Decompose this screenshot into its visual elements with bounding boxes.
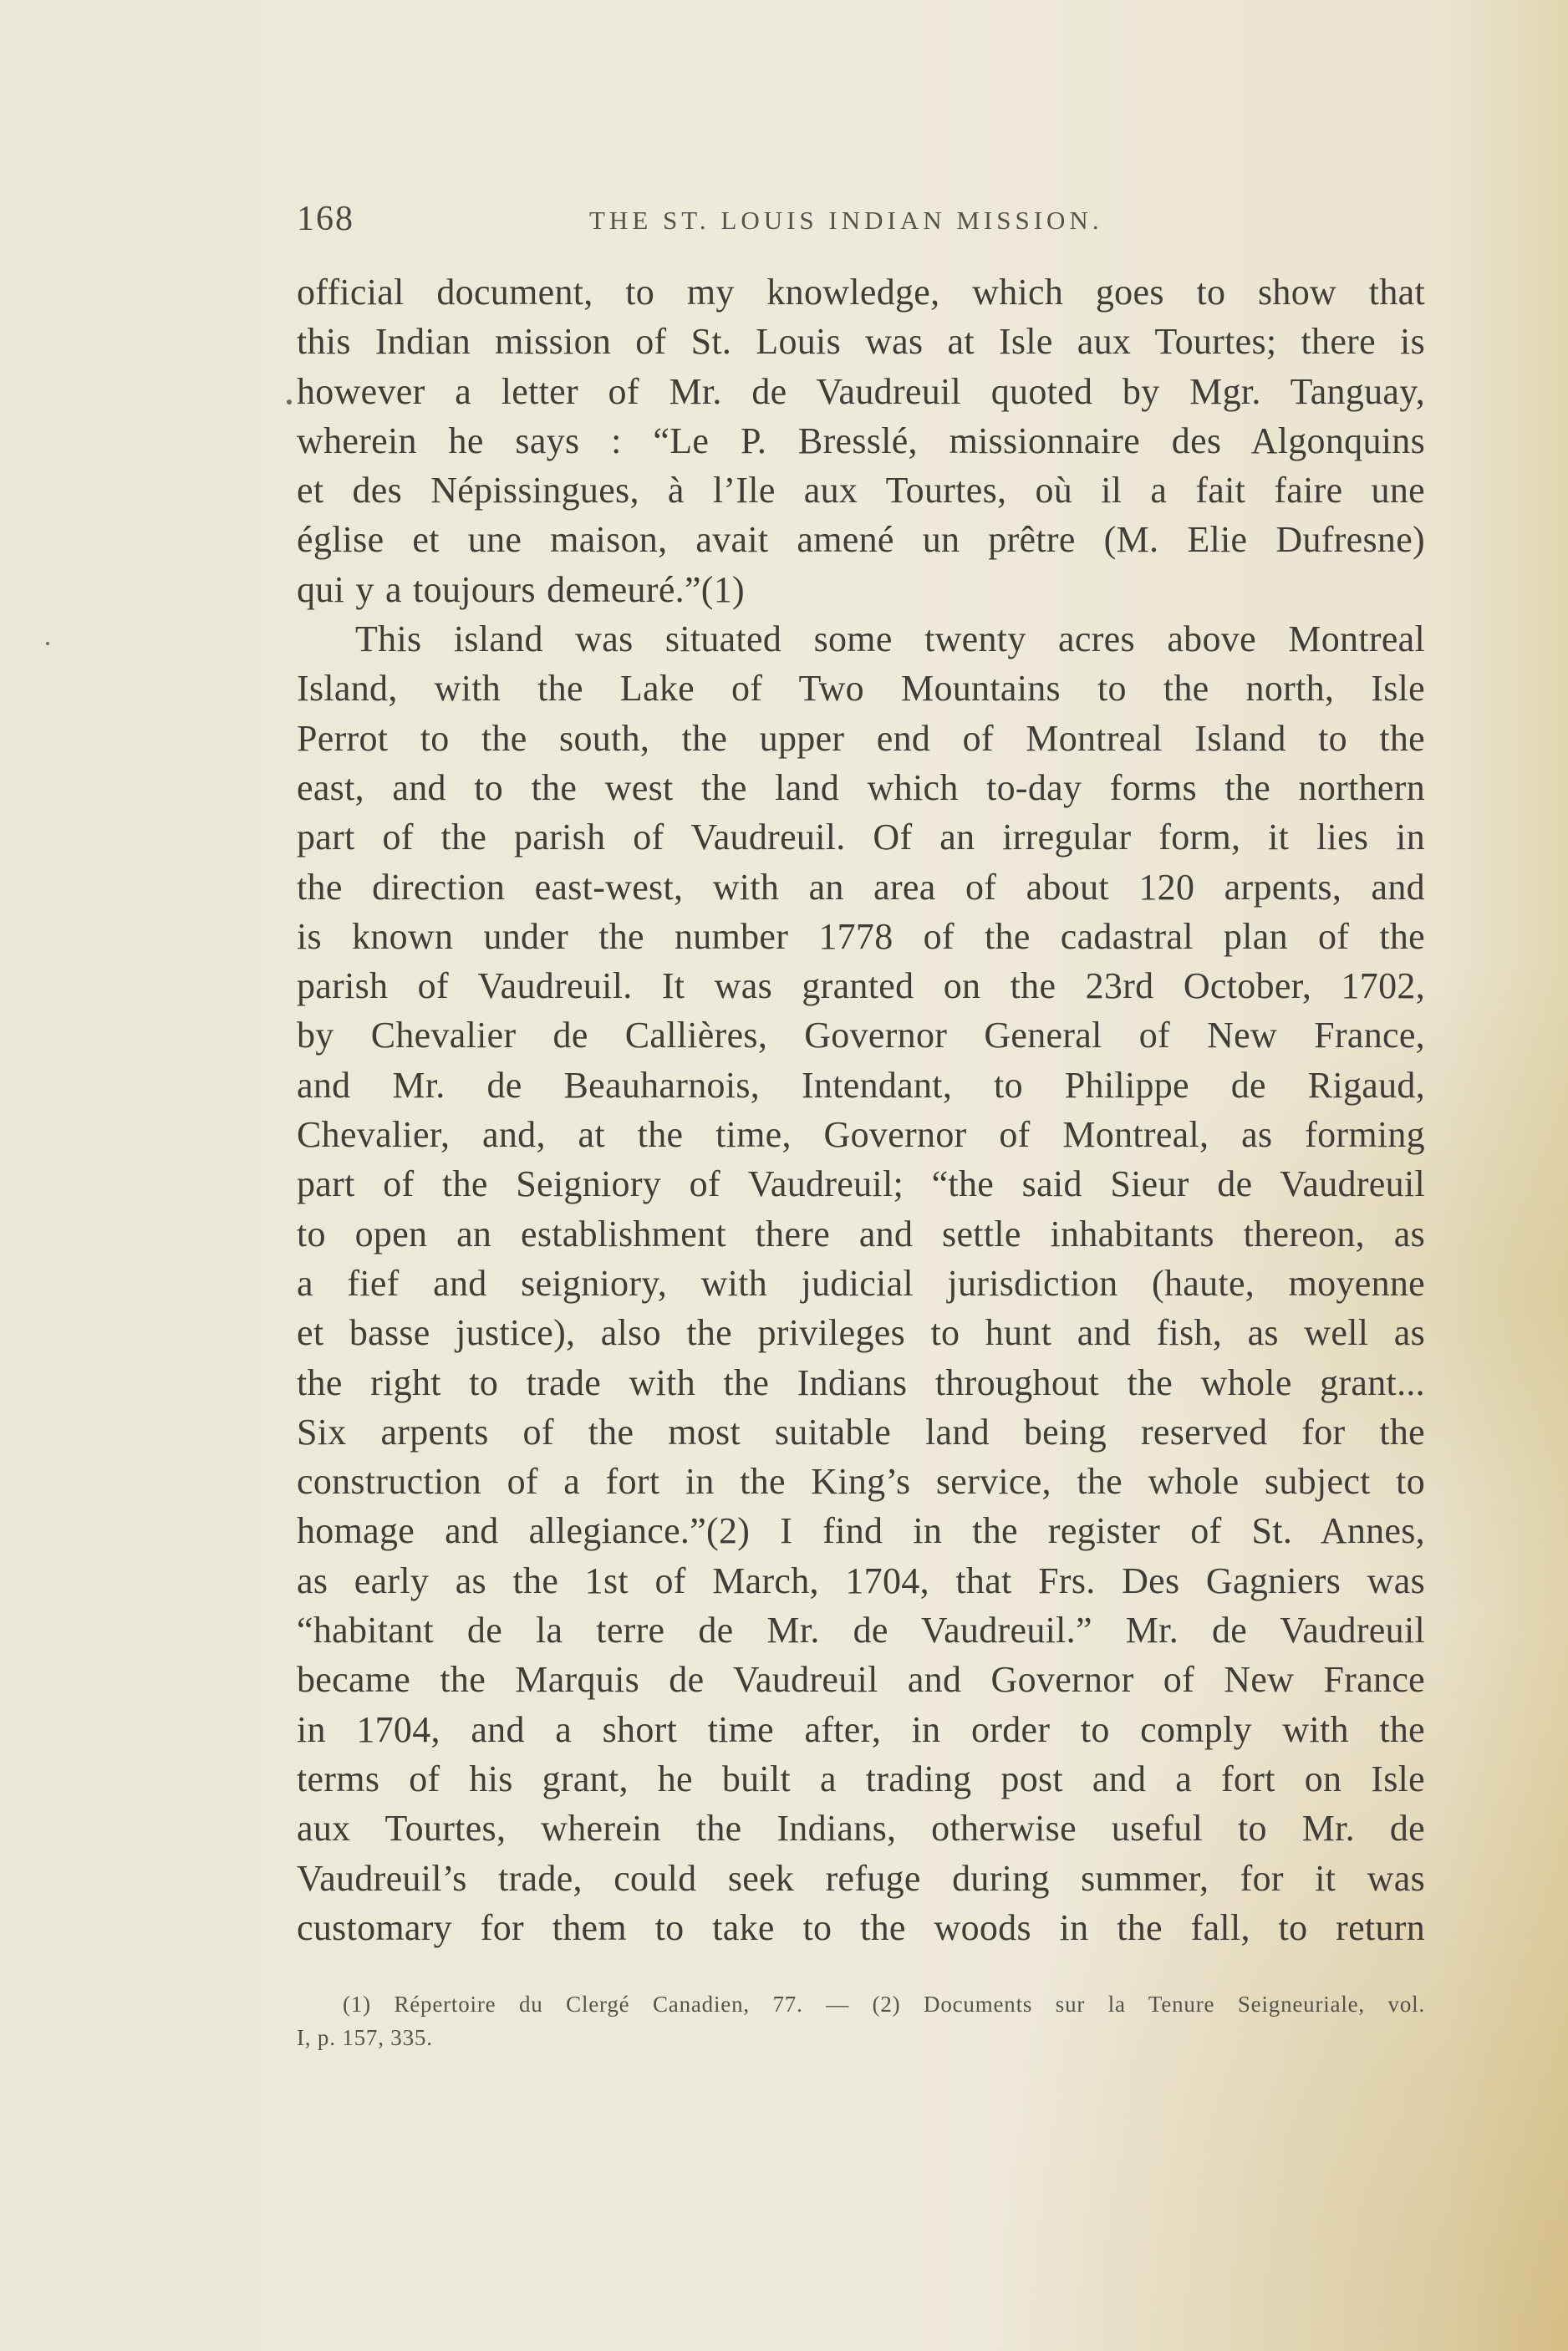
text-line: qui y a toujours demeuré.”(1): [297, 568, 745, 610]
text-line: part of the Seigniory of Vaudreuil; “the said Sieur de Vaudreuil: [297, 1163, 1425, 1205]
text-line: the right to trade with the Indians throughout the whole grant...: [297, 1361, 1425, 1403]
body-text: [297, 267, 1425, 1952]
margin-dot: [46, 642, 49, 645]
text-line: Island, with the Lake of Two Mountains to the north, Isle: [297, 668, 1425, 710]
text-line: aux Tourtes, wherein the Indians, otherwise useful to Mr. de: [297, 1808, 1425, 1850]
text-line: Perrot to the south, the upper end of Montreal Island to the: [297, 717, 1425, 759]
text-line: east, and to the west the land which to-day forms the northern: [297, 766, 1425, 808]
text-line: “habitant de la terre de Mr. de Vaudreuil.” Mr. de Vaudreuil: [297, 1610, 1425, 1651]
page-number: 168: [297, 200, 354, 238]
text-line: Vaudreuil’s trade, could seek refuge during summer, for it was: [297, 1857, 1425, 1899]
text-line: et des Népissingues, à l’Ile aux Tourtes, où il a fait faire une: [297, 470, 1425, 511]
text-line: as early as the 1st of March, 1704, that Frs. Des Gagniers was: [297, 1560, 1425, 1601]
text-line: homage and allegiance.”(2) I find in the register of St. Annes,: [297, 1510, 1425, 1552]
text-line: is known under the number 1778 of the cadastral plan of the: [297, 915, 1425, 957]
text-line: terms of his grant, he built a trading post and a fort on Isle: [297, 1758, 1425, 1799]
text-line: became the Marquis de Vaudreuil and Governor of New France: [297, 1659, 1425, 1701]
text-line: part of the parish of Vaudreuil. Of an irregular form, it lies in: [297, 817, 1425, 858]
text-line: official document, to my knowledge, which goes to show that: [297, 272, 1425, 313]
text-line: Chevalier, and, at the time, Governor of Montreal, as forming: [297, 1114, 1425, 1156]
text-line: église et une maison, avait amené un prêtre (M. Elie Dufresne): [297, 519, 1425, 561]
text-line: a fief and seigniory, with judicial jurisdiction (haute, moyenne: [297, 1262, 1425, 1304]
text-line: et basse justice), also the privileges to hunt and fish, as well as: [297, 1312, 1425, 1354]
text-line: wherein he says : “Le P. Bresslé, missionnaire des Algonquins: [297, 420, 1425, 461]
paragraph-first-line: This island was situated some twenty acres above Montreal: [355, 618, 1425, 660]
text-line: however a letter of Mr. de Vaudreuil quoted by Mgr. Tanguay,: [297, 370, 1425, 412]
footnote-line: I, p. 157, 335.: [297, 2025, 433, 2050]
text-line: in 1704, and a short time after, in order to comply with the: [297, 1708, 1425, 1750]
text-line: and Mr. de Beauharnois, Intendant, to Philippe de Rigaud,: [297, 1064, 1425, 1106]
text-line: by Chevalier de Callières, Governor General of New France,: [297, 1015, 1425, 1056]
text-line: this Indian mission of St. Louis was at Isle aux Tourtes; there is: [297, 321, 1425, 363]
text-line: the direction east-west, with an area of about 120 arpents, and: [297, 866, 1425, 908]
margin-dot: [287, 399, 292, 405]
footnote-line: (1) Répertoire du Clergé Canadien, 77. — (2) Documents sur la Tenure Seigneuriale, vol.: [343, 1992, 1425, 2017]
running-head: [297, 199, 1425, 241]
text-line: construction of a fort in the King’s service, the whole subject to: [297, 1461, 1425, 1503]
running-head-title: THE ST. LOUIS INDIAN MISSION.: [589, 206, 1103, 235]
text-line: customary for them to take to the woods in the fall, to return: [297, 1906, 1425, 1948]
text-line: parish of Vaudreuil. It was granted on the 23rd October, 1702,: [297, 965, 1425, 1007]
text-line: to open an establishment there and settle inhabitants thereon, as: [297, 1213, 1425, 1254]
text-line: Six arpents of the most suitable land being reserved for the: [297, 1411, 1425, 1453]
footnotes: [297, 1987, 1425, 2054]
